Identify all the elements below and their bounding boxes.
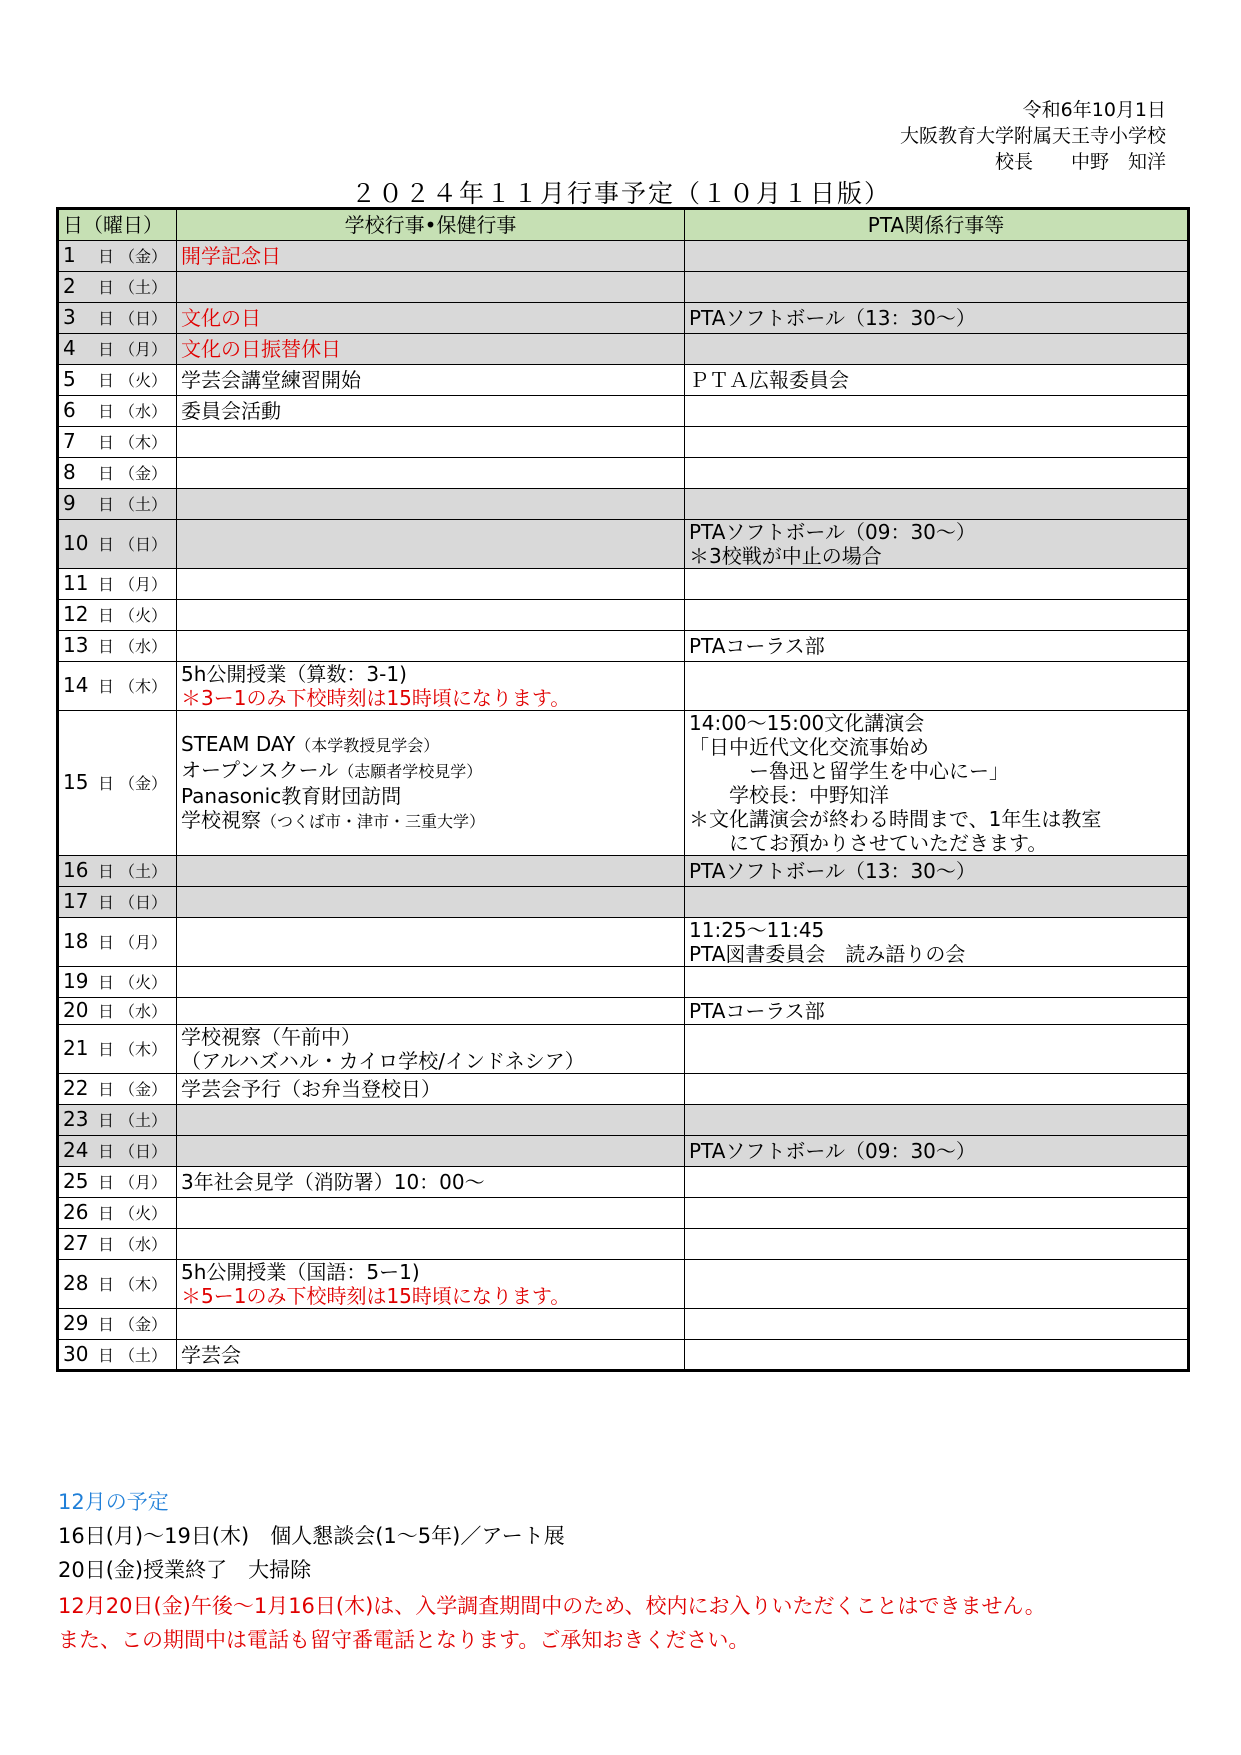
day-number: 6 (63, 398, 76, 422)
december-item-1: 16日(月)～19日(木) 個人懇談会(1～5年)／アート展 (58, 1524, 565, 1548)
event-text: 委員会活動 (181, 399, 281, 423)
school-event-cell-line (181, 732, 680, 758)
event-text: ＊3ー1のみ下校時刻は15時頃になります。 (181, 686, 571, 710)
day-suffix: 日 (97, 1142, 114, 1161)
weekday: （土） (119, 862, 168, 881)
pta-event-cell-line (689, 368, 1183, 392)
school-event-cell (177, 569, 685, 600)
pta-event-cell (685, 967, 1189, 998)
day-suffix: 日 (97, 371, 114, 390)
day-suffix: 日 (97, 433, 114, 452)
pta-event-cell (685, 520, 1189, 569)
table-row (58, 998, 1189, 1025)
date-cell (58, 1167, 177, 1198)
weekday: （火） (119, 973, 168, 992)
event-text: 学校視察（午前中） (181, 1025, 361, 1049)
pta-event-cell (685, 918, 1189, 967)
school-event-cell-line (181, 1343, 680, 1367)
day-suffix: 日 (97, 677, 114, 696)
day-number: 22 (63, 1076, 89, 1100)
date-cell (58, 458, 177, 489)
pta-event-cell-line (689, 759, 1183, 783)
pta-event-cell-line (689, 999, 1183, 1023)
pta-event-cell (685, 458, 1189, 489)
pta-event-cell (685, 1229, 1189, 1260)
pta-event-cell-line (689, 783, 1183, 807)
day-number: 7 (63, 429, 76, 453)
day-suffix: 日 (97, 933, 114, 952)
school-event-cell (177, 1167, 685, 1198)
weekday: （木） (119, 677, 168, 696)
day-number: 9 (63, 491, 76, 515)
pta-event-cell (685, 1074, 1189, 1105)
date-cell (58, 334, 177, 365)
event-text: ＊文化講演会が終わる時間まで、1年生は教室 (689, 807, 1102, 831)
school-event-cell-line (181, 368, 680, 392)
december-item-2: 20日(金)授業終了 大掃除 (58, 1558, 312, 1582)
pta-event-cell (685, 241, 1189, 272)
day-number: 25 (63, 1169, 89, 1193)
table-row (58, 1198, 1189, 1229)
table-row (58, 600, 1189, 631)
school-event-cell (177, 1105, 685, 1136)
date-cell (58, 856, 177, 887)
table-row (58, 569, 1189, 600)
event-text: オープンスクール (181, 758, 339, 782)
day-suffix: 日 (97, 278, 114, 297)
weekday: （火） (119, 1204, 168, 1223)
event-text: 学芸会講堂練習開始 (181, 368, 361, 392)
weekday: （土） (119, 1345, 168, 1365)
table-row (58, 1260, 1189, 1309)
school-event-cell (177, 427, 685, 458)
pta-event-cell (685, 856, 1189, 887)
table-row (58, 662, 1189, 711)
event-text: PTAソフトボール（09：30～） (689, 1139, 976, 1163)
date-cell (58, 1074, 177, 1105)
school-event-cell (177, 1260, 685, 1309)
pta-event-cell (685, 1105, 1189, 1136)
event-text: 文化の日 (181, 306, 261, 330)
weekday: （木） (119, 1275, 168, 1294)
school-event-cell-line (181, 1260, 680, 1284)
pta-event-cell (685, 998, 1189, 1025)
date-cell (58, 1340, 177, 1371)
day-suffix: 日 (97, 309, 114, 328)
date-cell (58, 600, 177, 631)
event-text: ＊3校戦が中止の場合 (689, 544, 882, 568)
event-text: 学芸会予行（お弁当登校日） (181, 1077, 441, 1101)
school-event-cell (177, 1025, 685, 1074)
day-number: 14 (63, 673, 89, 697)
weekday: （月） (119, 1173, 168, 1192)
event-text: 3年社会見学（消防署）10：00～ (181, 1170, 485, 1194)
weekday: （火） (119, 606, 168, 625)
event-text: 学校視察 (181, 808, 261, 832)
school-event-cell-line (181, 1025, 680, 1049)
table-row (58, 711, 1189, 856)
table-row (58, 967, 1189, 998)
day-number: 16 (63, 858, 89, 882)
day-number: 29 (63, 1311, 89, 1335)
weekday: （水） (119, 402, 168, 421)
column-header-pta-events: PTA関係行事等 (685, 209, 1189, 241)
pta-event-cell-line (689, 859, 1183, 883)
pta-event-cell (685, 887, 1189, 918)
day-number: 27 (63, 1231, 89, 1255)
event-text: 14:00～15:00文化講演会 (689, 711, 925, 735)
date-cell (58, 396, 177, 427)
column-header-school-events: 学校行事•保健行事 (177, 209, 685, 241)
pta-event-cell (685, 334, 1189, 365)
date-cell (58, 241, 177, 272)
table-row (58, 1340, 1189, 1371)
event-text: 学校長：中野知洋 (689, 783, 889, 807)
column-header-date: 日（曜日） (58, 209, 177, 241)
event-text: 開学記念日 (181, 244, 281, 268)
december-notice-1: 12月20日(金)午後～1月16日(木)は、入学調査期間中のため、校内にお入りいただくことはできません。 (58, 1594, 1046, 1618)
pta-event-cell-line (689, 735, 1183, 759)
schedule-body (58, 241, 1189, 1371)
day-suffix: 日 (97, 893, 114, 912)
pta-event-cell (685, 303, 1189, 334)
event-text: PTAコーラス部 (689, 999, 825, 1023)
day-number: 18 (63, 929, 89, 953)
pta-event-cell (685, 427, 1189, 458)
pta-event-cell-line (689, 306, 1183, 330)
day-suffix: 日 (97, 575, 114, 594)
event-text: ＰＴＡ広報委員会 (689, 368, 849, 392)
day-number: 11 (63, 571, 89, 595)
event-text: にてお預かりさせていただきます。 (689, 831, 1048, 855)
pta-event-cell-line (689, 831, 1183, 855)
date-cell (58, 918, 177, 967)
table-row (58, 272, 1189, 303)
table-row (58, 1229, 1189, 1260)
day-suffix: 日 (97, 973, 114, 992)
day-suffix: 日 (97, 1080, 114, 1099)
date-cell (58, 1198, 177, 1229)
date-cell (58, 303, 177, 334)
table-row (58, 458, 1189, 489)
december-heading: 12月の予定 (58, 1490, 169, 1514)
school-event-cell (177, 458, 685, 489)
pta-event-cell (685, 569, 1189, 600)
pta-event-cell (685, 1136, 1189, 1167)
pta-event-cell (685, 1198, 1189, 1229)
weekday: （金） (119, 1080, 168, 1099)
event-text: STEAM DAY (181, 732, 296, 756)
school-event-cell (177, 1309, 685, 1340)
day-number: 12 (63, 602, 89, 626)
weekday: （月） (119, 340, 168, 359)
school-event-cell-line (181, 758, 680, 784)
pta-event-cell-line (689, 544, 1183, 568)
school-event-cell (177, 856, 685, 887)
day-suffix: 日 (97, 774, 114, 793)
weekday: （日） (119, 535, 168, 554)
day-suffix: 日 (97, 637, 114, 656)
event-text: PTAソフトボール（13：30～） (689, 306, 976, 330)
event-note: （志願者学校見学） (338, 762, 483, 781)
day-number: 4 (63, 336, 76, 360)
school-event-cell-line (181, 1049, 680, 1073)
day-suffix: 日 (97, 1173, 114, 1192)
pta-event-cell (685, 631, 1189, 662)
day-number: 3 (63, 305, 76, 329)
school-event-cell (177, 1198, 685, 1229)
date-cell (58, 427, 177, 458)
school-event-cell (177, 600, 685, 631)
table-header-row (58, 209, 1189, 241)
date-cell (58, 365, 177, 396)
table-row (58, 1105, 1189, 1136)
table-row (58, 520, 1189, 569)
table-row (58, 396, 1189, 427)
date-cell (58, 1309, 177, 1340)
weekday: （土） (119, 278, 168, 297)
school-event-cell-line (181, 784, 680, 808)
day-suffix: 日 (97, 495, 114, 514)
event-text: 文化の日振替休日 (181, 337, 341, 361)
pta-event-cell (685, 1260, 1189, 1309)
december-notice-2: また、この期間中は電話も留守番電話となります。ご承知おきください。 (58, 1628, 750, 1652)
school-event-cell (177, 334, 685, 365)
table-row (58, 1074, 1189, 1105)
date-cell (58, 489, 177, 520)
event-text: 5h公開授業（算数：3-1) (181, 662, 407, 686)
day-number: 15 (63, 770, 89, 794)
day-number: 28 (63, 1271, 89, 1295)
date-cell (58, 1260, 177, 1309)
school-event-cell (177, 967, 685, 998)
school-event-cell (177, 918, 685, 967)
school-event-cell (177, 396, 685, 427)
school-event-cell-line (181, 399, 680, 423)
event-note: （本学教授見学会） (295, 736, 440, 755)
date-cell (58, 887, 177, 918)
table-row (58, 887, 1189, 918)
school-event-cell (177, 272, 685, 303)
pta-event-cell-line (689, 1139, 1183, 1163)
table-row (58, 1025, 1189, 1074)
weekday: （月） (119, 933, 168, 952)
weekday: （金） (119, 1315, 168, 1334)
table-row (58, 365, 1189, 396)
date-cell (58, 631, 177, 662)
pta-event-cell-line (689, 634, 1183, 658)
school-event-cell (177, 489, 685, 520)
day-number: 1 (63, 243, 76, 267)
day-number: 2 (63, 274, 76, 298)
weekday: （火） (119, 371, 168, 390)
school-event-cell-line (181, 1284, 680, 1308)
principal-name: 校長 中野 知洋 (994, 151, 1166, 173)
school-event-cell (177, 631, 685, 662)
day-number: 30 (63, 1341, 89, 1366)
school-event-cell (177, 365, 685, 396)
school-event-cell (177, 1340, 685, 1371)
weekday: （日） (119, 1142, 168, 1161)
pta-event-cell (685, 1340, 1189, 1371)
day-suffix: 日 (97, 464, 114, 483)
pta-event-cell (685, 365, 1189, 396)
pta-event-cell (685, 396, 1189, 427)
pta-event-cell (685, 1025, 1189, 1074)
day-number: 20 (63, 998, 89, 1022)
table-row (58, 1136, 1189, 1167)
pta-event-cell-line (689, 711, 1183, 735)
weekday: （水） (119, 1235, 168, 1254)
day-number: 26 (63, 1200, 89, 1224)
school-event-cell-line (181, 244, 680, 268)
school-event-cell-line (181, 1170, 680, 1194)
weekday: （月） (119, 575, 168, 594)
table-row (58, 1167, 1189, 1198)
school-event-cell-line (181, 1077, 680, 1101)
event-text: 学芸会 (181, 1342, 241, 1367)
day-number: 21 (63, 1036, 89, 1060)
school-event-cell (177, 998, 685, 1025)
date-cell (58, 662, 177, 711)
school-event-cell-line (181, 662, 680, 686)
table-row (58, 489, 1189, 520)
pta-event-cell (685, 662, 1189, 711)
school-event-cell (177, 241, 685, 272)
event-text: PTAコーラス部 (689, 634, 825, 658)
day-suffix: 日 (97, 1315, 114, 1334)
day-suffix: 日 (97, 1204, 114, 1223)
weekday: （土） (119, 1111, 168, 1130)
weekday: （金） (119, 774, 168, 793)
pta-event-cell (685, 1167, 1189, 1198)
table-row (58, 631, 1189, 662)
day-suffix: 日 (97, 340, 114, 359)
day-suffix: 日 (97, 1235, 114, 1254)
event-text: （アルハズハル・カイロ学校/インドネシア） (181, 1049, 585, 1073)
date-cell (58, 520, 177, 569)
school-event-cell (177, 303, 685, 334)
pta-event-cell-line (689, 520, 1183, 544)
school-event-cell (177, 520, 685, 569)
day-suffix: 日 (97, 862, 114, 881)
date-cell (58, 967, 177, 998)
table-row (58, 303, 1189, 334)
weekday: （金） (119, 247, 168, 266)
day-number: 8 (63, 460, 76, 484)
pta-event-cell (685, 711, 1189, 856)
day-number: 5 (63, 367, 76, 391)
day-number: 23 (63, 1107, 89, 1131)
pta-event-cell (685, 272, 1189, 303)
issue-date: 令和6年10月1日 (1022, 99, 1166, 121)
table-row (58, 334, 1189, 365)
day-suffix: 日 (97, 247, 114, 266)
event-text: Panasonic教育財団訪問 (181, 784, 402, 808)
event-text: PTAソフトボール（13：30～） (689, 859, 976, 883)
table-row (58, 918, 1189, 967)
school-event-cell (177, 1074, 685, 1105)
schedule-table (56, 207, 1190, 1372)
day-number: 10 (63, 531, 89, 555)
day-number: 13 (63, 633, 89, 657)
day-suffix: 日 (97, 1002, 114, 1021)
day-number: 24 (63, 1138, 89, 1162)
event-text: 「日中近代文化交流事始め (689, 735, 929, 759)
document-title: ２０２４年１１月行事予定（１０月１日版） (350, 179, 891, 208)
date-cell (58, 1136, 177, 1167)
weekday: （土） (119, 495, 168, 514)
school-event-cell (177, 1229, 685, 1260)
weekday: （水） (119, 637, 168, 656)
weekday: （水） (119, 1002, 168, 1021)
pta-event-cell (685, 1309, 1189, 1340)
pta-event-cell (685, 600, 1189, 631)
day-suffix: 日 (97, 402, 114, 421)
school-event-cell (177, 887, 685, 918)
day-number: 19 (63, 969, 89, 993)
table-row (58, 1309, 1189, 1340)
pta-event-cell (685, 489, 1189, 520)
day-suffix: 日 (97, 606, 114, 625)
school-event-cell (177, 662, 685, 711)
date-cell (58, 1105, 177, 1136)
day-suffix: 日 (97, 535, 114, 554)
day-number: 17 (63, 889, 89, 913)
weekday: （金） (119, 464, 168, 483)
table-row (58, 856, 1189, 887)
school-event-cell-line (181, 306, 680, 330)
day-suffix: 日 (97, 1040, 114, 1059)
date-cell (58, 711, 177, 856)
school-event-cell-line (181, 686, 680, 710)
day-suffix: 日 (97, 1345, 114, 1365)
pta-event-cell-line (689, 942, 1183, 966)
weekday: （日） (119, 309, 168, 328)
day-suffix: 日 (97, 1111, 114, 1130)
pta-event-cell-line (689, 807, 1183, 831)
event-text: 5h公開授業（国語：5ー1) (181, 1260, 420, 1284)
school-event-cell (177, 711, 685, 856)
date-cell (58, 569, 177, 600)
event-note: （つくば市・津市・三重大学） (261, 812, 486, 831)
weekday: （木） (119, 1040, 168, 1059)
date-cell (58, 1025, 177, 1074)
date-cell (58, 272, 177, 303)
day-suffix: 日 (97, 1275, 114, 1294)
school-name: 大阪教育大学附属天王寺小学校 (899, 125, 1166, 147)
weekday: （木） (119, 433, 168, 452)
pta-event-cell-line (689, 918, 1183, 942)
school-event-cell (177, 1136, 685, 1167)
table-row (58, 427, 1189, 458)
school-event-cell-line (181, 808, 680, 834)
weekday: （日） (119, 893, 168, 912)
table-row (58, 241, 1189, 272)
event-text: ー魯迅と留学生を中心にー」 (689, 759, 1009, 783)
event-text: PTAソフトボール（09：30～） (689, 520, 976, 544)
school-event-cell-line (181, 337, 680, 361)
event-text: 11:25～11:45 (689, 918, 825, 942)
date-cell (58, 998, 177, 1025)
event-text: PTA図書委員会 読み語りの会 (689, 942, 966, 966)
date-cell (58, 1229, 177, 1260)
event-text: ＊5ー1のみ下校時刻は15時頃になります。 (181, 1284, 571, 1308)
